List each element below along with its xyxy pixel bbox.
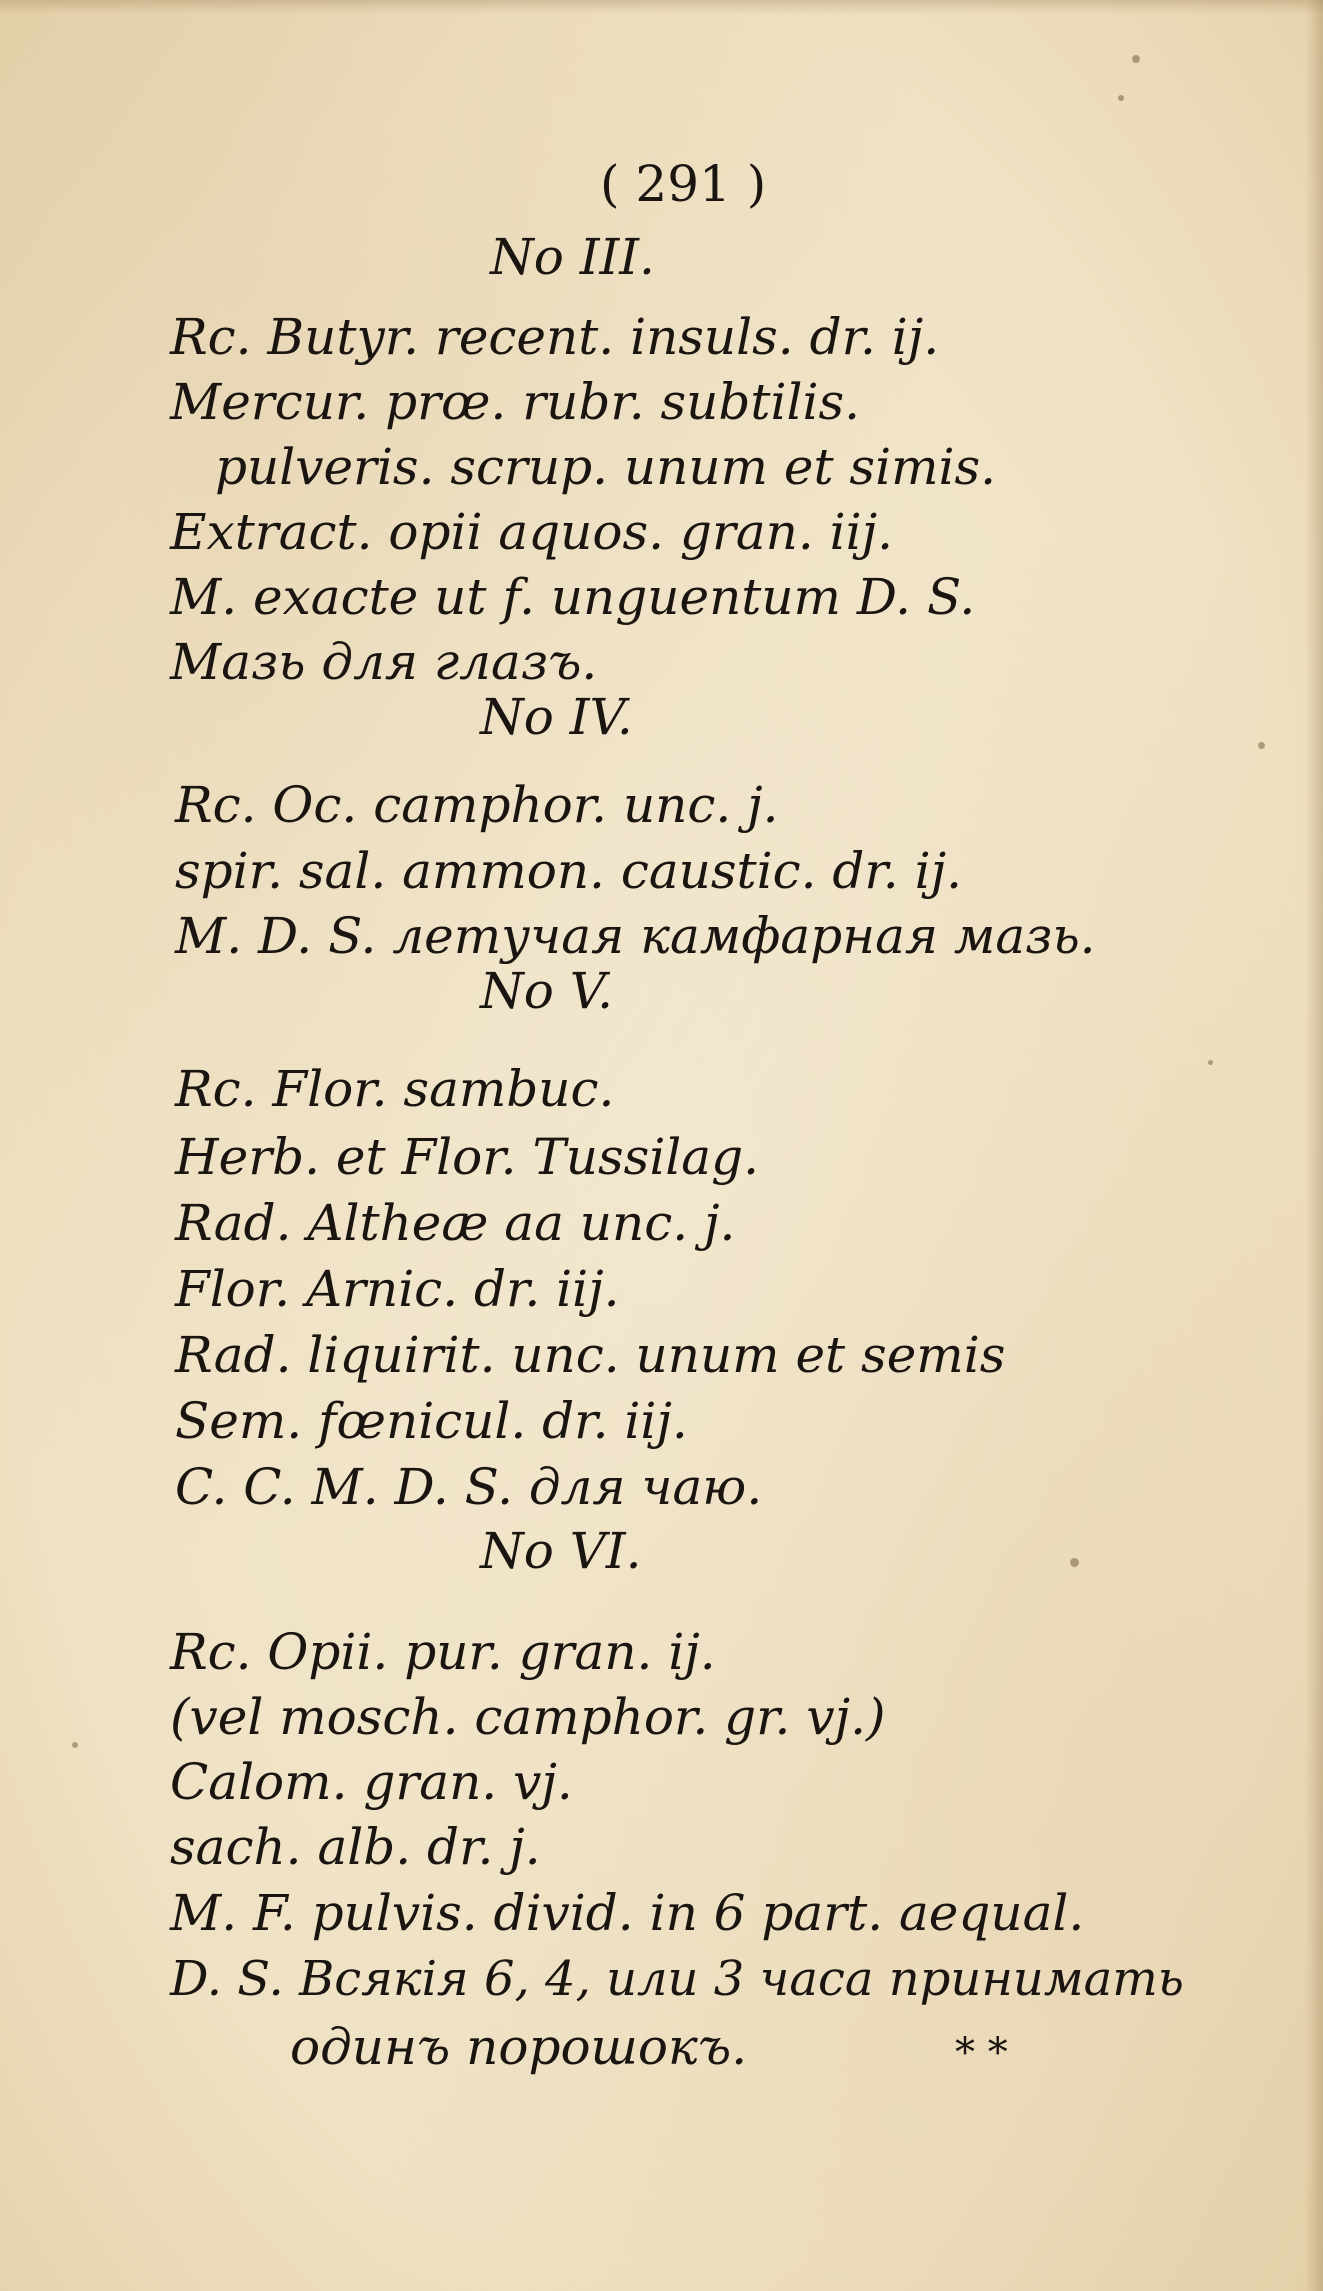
recipe-line: D. S. Всякія 6, 4, или 3 часа принимать [170,1951,1184,2007]
section-heading-vi: No VI. [480,1522,642,1580]
recipe-line: одинъ порошокъ. [290,2018,748,2076]
recipe-line: M. exacte ut f. unguentum D. S. [170,568,976,626]
recipe-line: Calom. gran. vj. [170,1753,573,1811]
foxing-speck [1258,742,1265,749]
page-number: ( 291 ) [600,155,767,213]
page-right-edge [1305,0,1323,2291]
recipe-line: Flor. Arnic. dr. iij. [175,1260,620,1318]
recipe-line: Sem. fœnicul. dr. iij. [175,1392,688,1450]
recipe-line: Мазь для глазъ. [170,633,598,691]
foxing-speck [1070,1558,1079,1567]
recipe-line: Rc. Opii. pur. gran. ij. [170,1623,716,1681]
recipe-line: Rc. Flor. sambuc. [175,1060,615,1118]
signature-mark: * * [955,2030,1008,2076]
recipe-line: M. F. pulvis. divid. in 6 part. aequal. [170,1884,1085,1942]
page-top-edge [0,0,1323,14]
recipe-line: Herb. et Flor. Tussilag. [175,1128,760,1186]
recipe-line: Extract. opii aquos. gran. iij. [170,503,894,561]
section-heading-iv: No IV. [480,688,633,746]
recipe-line: Rad. Altheæ aa unc. j. [175,1194,736,1252]
section-heading-iii: No III. [490,228,655,286]
recipe-line: (vel mosch. camphor. gr. vj.) [170,1688,886,1746]
recipe-line: spir. sal. ammon. caustic. dr. ij. [175,842,962,900]
recipe-line: pulveris. scrup. unum et simis. [215,438,997,496]
recipe-line: C. C. M. D. S. для чаю. [175,1458,763,1516]
foxing-speck [1118,95,1124,101]
recipe-line: sach. alb. dr. j. [170,1818,541,1876]
foxing-speck [72,1742,78,1748]
recipe-line: Mercur. prœ. rubr. subtilis. [170,373,861,431]
section-heading-v: No V. [480,962,614,1020]
foxing-speck [1208,1060,1213,1065]
recipe-line: M. D. S. летучая камфарная мазь. [175,907,1096,965]
recipe-line: Rad. liquirit. unc. unum et semis [175,1326,1006,1384]
foxing-speck [1132,55,1140,63]
recipe-line: Rc. Oc. camphor. unc. j. [175,776,779,834]
recipe-line: Rc. Butyr. recent. insuls. dr. ij. [170,308,940,366]
